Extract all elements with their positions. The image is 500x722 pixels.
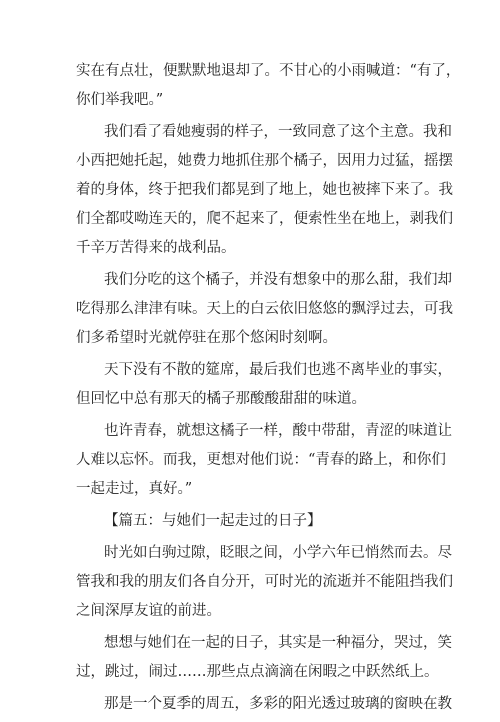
section-heading [76, 507, 428, 536]
text-line: 实在有点壮，便默默地退却了。不甘心的小雨喊道：“有了， [76, 63, 461, 79]
paragraph [76, 118, 453, 263]
paragraph [76, 629, 452, 687]
document-body [76, 57, 461, 722]
paragraph [76, 539, 453, 626]
text-line: 你们举我吧。” [76, 92, 164, 108]
text-line: 小西把她托起，她费力地抓住那个橘子，因用力过猛，摇摆 [76, 153, 453, 169]
paragraph [76, 266, 453, 353]
text-line: 一起走过，真好。” [76, 481, 193, 497]
text-line: 人难以忘怀。而我，更想对他们说：“青春的路上，和你们 [76, 452, 446, 468]
paragraph [76, 690, 452, 719]
text-line: 们全都哎呦连天的，爬不起来了，便索性坐在地上，剥我们 [76, 211, 453, 227]
text-line: 想想与她们在一起的日子，其实是一种福分，哭过，笑 [104, 635, 452, 651]
text-line: 我们看了看她瘦弱的样子，一致同意了这个主意。我和 [104, 124, 452, 140]
text-line: 吃得那么津津有味。天上的白云依旧悠悠的飘浮过去，可我 [76, 301, 453, 317]
text-line: 过，跳过，闹过……那些点点滴滴在闲暇之中跃然纸上。 [76, 664, 439, 680]
text-line: 之间深厚友谊的前进。 [76, 603, 221, 619]
text-line: 时光如白驹过隙，眨眼之间，小学六年已悄然而去。尽 [104, 545, 452, 561]
text-line: 我们分吃的这个橘子，并没有想象中的那么甜，我们却 [104, 272, 452, 288]
text-line: 千辛万苦得来的战利品。 [76, 240, 236, 256]
text-line: 们多希望时光就停驻在那个悠闲时刻啊。 [76, 330, 337, 346]
text-line: 那是一个夏季的周五，多彩的阳光透过玻璃的窗映在教 [104, 696, 452, 712]
text-line: 着的身体，终于把我们都晃到了地上，她也被摔下来了。我 [76, 182, 453, 198]
text-line: 也许青春，就想这橘子一样，酸中带甜，青涩的味道让 [104, 423, 452, 439]
paragraph [76, 356, 452, 414]
text-line: 天下没有不散的筵席，最后我们也逃不离毕业的事实， [104, 362, 452, 378]
section-heading-text: 【篇五：与她们一起走过的日子】 [104, 513, 322, 529]
paragraph [76, 417, 452, 504]
paragraph [76, 57, 461, 115]
text-line: 但回忆中总有那天的橘子那酸酸甜甜的味道。 [76, 391, 366, 407]
text-line: 管我和我的朋友们各自分开，可时光的流逝并不能阻挡我们 [76, 574, 453, 590]
